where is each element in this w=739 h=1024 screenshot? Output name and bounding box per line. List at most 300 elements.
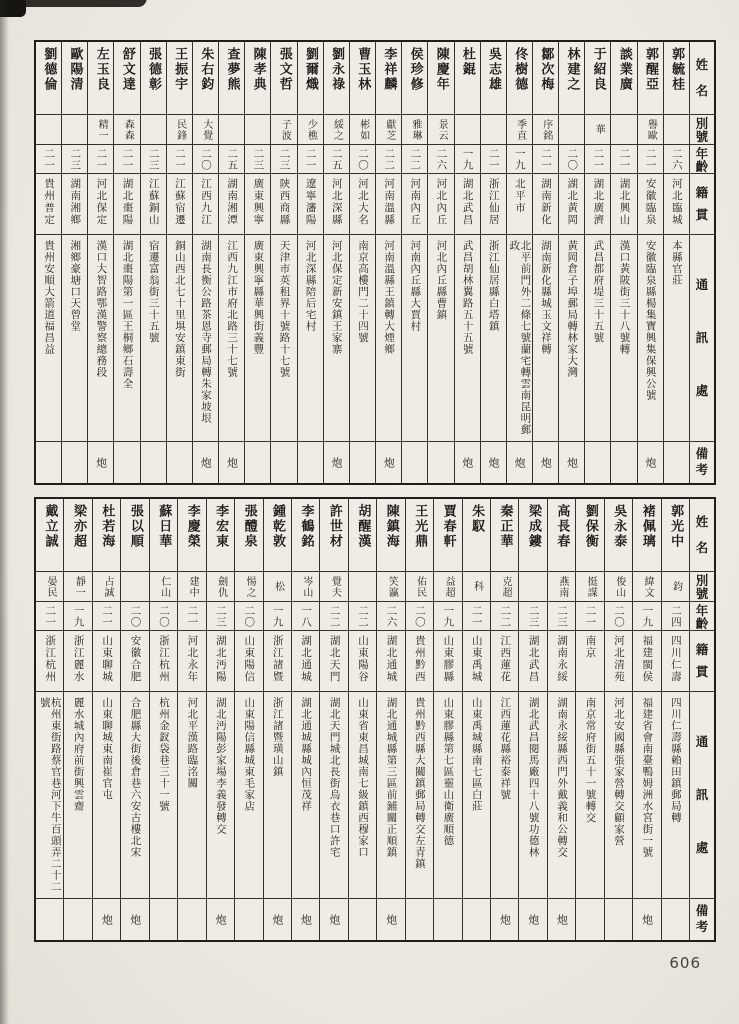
person-age: 二〇 xyxy=(356,147,369,171)
person-age: 二二 xyxy=(328,604,341,628)
person-name: 王振宇 xyxy=(172,47,188,92)
row-header-char: 名 xyxy=(695,539,709,555)
person-column xyxy=(323,42,349,483)
person-remark-cell xyxy=(481,441,506,483)
person-native-place: 南京 xyxy=(584,635,597,659)
person-name: 高長春 xyxy=(554,504,570,549)
person-style-name-cell xyxy=(114,114,139,144)
person-name: 郭醒亞 xyxy=(642,47,658,92)
person-address: 本縣官莊 xyxy=(670,240,683,286)
person-native-place: 湖北天門 xyxy=(328,635,341,683)
person-column xyxy=(140,42,166,483)
person-native-place: 四川仁壽 xyxy=(669,635,682,683)
person-age: 一九 xyxy=(513,147,526,171)
person-remark-cell xyxy=(207,898,234,940)
person-name-cell xyxy=(93,499,120,571)
person-native-place-cell xyxy=(576,630,603,691)
person-native-place: 湖北廣濟 xyxy=(592,178,605,226)
person-native-place-cell xyxy=(264,630,291,691)
person-address-cell xyxy=(548,691,575,898)
person-age-cell xyxy=(633,601,660,630)
person-age-cell xyxy=(36,144,61,173)
person-age: 二一 xyxy=(44,604,57,628)
person-age-cell xyxy=(150,601,177,630)
person-native-place-cell xyxy=(434,630,461,691)
person-remark-cell xyxy=(576,898,603,940)
person-address: 湖北沔陽彭家場李義發轉交 xyxy=(214,697,227,835)
person-address-cell xyxy=(64,691,91,898)
person-style-name: 大覺 xyxy=(200,118,212,141)
person-address: 漢口大智路鄂漢警察總務段 xyxy=(95,240,108,378)
person-age: 二六 xyxy=(670,147,683,171)
person-address-cell xyxy=(320,691,347,898)
person-age-cell xyxy=(576,601,603,630)
person-address: 湖北棗陽第一區王桐鄉石壽全 xyxy=(121,240,134,390)
person-name-cell xyxy=(324,42,349,114)
person-column xyxy=(234,499,262,940)
person-age-cell xyxy=(298,144,323,173)
person-native-place: 河北大名 xyxy=(356,178,369,226)
person-address: 宿遷富翁街三十五號 xyxy=(147,240,160,344)
person-address: 杭州東街路蔡官巷河下牛百頭弄二十二號 xyxy=(38,697,62,893)
person-address-cell xyxy=(463,691,490,898)
person-name-cell xyxy=(434,499,461,571)
person-address: 江西蓮花縣裕泰祥號 xyxy=(499,697,512,801)
person-address-cell xyxy=(219,234,244,441)
person-column xyxy=(506,42,532,483)
person-remark-cell xyxy=(320,898,347,940)
person-name-cell xyxy=(292,499,319,571)
person-age: 一九 xyxy=(72,604,85,628)
person-age: 二〇 xyxy=(566,147,579,171)
person-address: 貴州黔西縣大關鎮郵局轉交左青鎮 xyxy=(413,697,426,870)
person-native-place: 湖北通城 xyxy=(385,635,398,683)
person-age-cell xyxy=(507,144,532,173)
person-style-name-cell xyxy=(141,114,166,144)
person-native-place: 湖北通城 xyxy=(300,635,313,683)
person-address: 黃岡倉子埠郵局轉林家大灣 xyxy=(566,240,579,378)
person-name-cell xyxy=(245,42,270,114)
person-native-place-cell xyxy=(463,630,490,691)
person-style-name: 挺謀 xyxy=(585,575,597,598)
person-remark-cell xyxy=(350,441,375,483)
person-address-cell xyxy=(324,234,349,441)
person-column xyxy=(375,42,401,483)
person-address: 麗水城內府前街興雲齋 xyxy=(72,697,85,812)
person-age: 二一 xyxy=(592,147,605,171)
person-age-cell xyxy=(664,144,689,173)
person-name-cell xyxy=(376,42,401,114)
person-column xyxy=(270,42,296,483)
person-native-place: 湖北沔陽 xyxy=(214,635,227,683)
person-age: 二〇 xyxy=(612,604,625,628)
person-address-cell xyxy=(36,234,61,441)
person-column xyxy=(92,499,120,940)
person-native-place-cell xyxy=(611,173,636,234)
person-native-place: 安徽合肥 xyxy=(129,635,142,683)
person-remark-cell xyxy=(36,898,63,940)
person-style-name: 雅琳 xyxy=(410,118,422,141)
person-style-name-cell xyxy=(576,571,603,601)
row-header-char: 別 xyxy=(695,116,709,131)
person-remark-cell xyxy=(88,441,113,483)
person-native-place: 湖北興山 xyxy=(618,178,631,226)
person-style-name-cell xyxy=(428,114,453,144)
person-native-place: 浙江諸暨 xyxy=(271,635,284,683)
person-remark-cell xyxy=(548,898,575,940)
person-style-name-cell xyxy=(611,114,636,144)
person-remark: 炮 xyxy=(640,914,654,925)
person-style-name: 民鋒 xyxy=(174,118,186,141)
person-address: 南京常府街五十一號轉交 xyxy=(584,697,597,824)
person-address: 合肥縣大街後倉巷六安古樓北宋 xyxy=(129,697,142,858)
person-style-name-cell xyxy=(93,571,120,601)
person-native-place: 河北內丘 xyxy=(435,178,448,226)
person-age-cell xyxy=(141,144,166,173)
person-name: 吳志雄 xyxy=(486,47,502,92)
person-column xyxy=(192,42,218,483)
person-address-cell xyxy=(207,691,234,898)
person-native-place-cell xyxy=(324,173,349,234)
person-style-name-cell xyxy=(193,114,218,144)
person-native-place: 河北清苑 xyxy=(612,635,625,683)
person-column xyxy=(177,499,205,940)
person-style-name: 惕之 xyxy=(244,575,256,598)
person-remark: 炮 xyxy=(94,457,108,468)
person-address-cell xyxy=(93,691,120,898)
person-address: 福建省會南臺鴨姆洲水宮街一號 xyxy=(641,697,654,858)
person-column xyxy=(291,499,319,940)
person-remark: 炮 xyxy=(643,457,657,468)
row-header-hao xyxy=(690,571,714,601)
person-native-place: 安徽臨泉 xyxy=(644,178,657,226)
person-remark-cell xyxy=(292,898,319,940)
person-name: 郭光中 xyxy=(668,504,684,549)
person-age-cell xyxy=(519,601,546,630)
person-name-cell xyxy=(207,499,234,571)
person-address: 廣東興寧縣華興街義豐 xyxy=(252,240,265,355)
person-column xyxy=(166,42,192,483)
person-remark: 炮 xyxy=(270,914,284,925)
person-address-cell xyxy=(576,691,603,898)
person-style-name-cell xyxy=(548,571,575,601)
person-column xyxy=(218,42,244,483)
person-address: 山東聊城東南崔官屯 xyxy=(101,697,114,801)
person-native-place: 河南內丘 xyxy=(409,178,422,226)
person-age: 一九 xyxy=(442,604,455,628)
row-header-char: 考 xyxy=(695,462,709,478)
person-style-name: 少樵 xyxy=(305,118,317,141)
person-style-name: 笑瀛 xyxy=(386,575,398,598)
person-address: 山東省東昌城南七級鎮西穆家口 xyxy=(357,697,370,858)
person-age: 二二 xyxy=(499,604,512,628)
person-native-place-cell xyxy=(664,173,689,234)
person-native-place: 江蘇銅山 xyxy=(147,178,160,226)
person-native-place: 江西蓮花 xyxy=(499,635,512,683)
person-native-place: 湖南永綏 xyxy=(556,635,569,683)
person-age: 二〇 xyxy=(243,604,256,628)
person-name: 陳孝典 xyxy=(250,47,266,92)
person-remark-cell xyxy=(93,898,120,940)
person-column xyxy=(206,499,234,940)
person-column xyxy=(113,42,139,483)
person-style-name: 獻芝 xyxy=(383,118,395,141)
person-column xyxy=(518,499,546,940)
person-remark-cell xyxy=(141,441,166,483)
person-column xyxy=(348,499,376,940)
person-style-name-cell xyxy=(150,571,177,601)
person-age: 二二 xyxy=(357,604,370,628)
person-native-place-cell xyxy=(114,173,139,234)
person-remark-cell xyxy=(633,898,660,940)
person-style-name-cell xyxy=(377,571,404,601)
person-address-cell xyxy=(406,691,433,898)
person-native-place-cell xyxy=(350,173,375,234)
person-native-place-cell xyxy=(559,173,584,234)
person-name: 許世材 xyxy=(326,504,342,549)
person-remark-cell xyxy=(377,898,404,940)
scan-smudge-top-left xyxy=(23,0,146,7)
person-style-name-cell xyxy=(88,114,113,144)
person-style-name: 森森 xyxy=(122,118,134,141)
person-name: 查夢熊 xyxy=(224,47,240,92)
person-native-place-cell xyxy=(207,630,234,691)
person-address: 湖南長衡公路茶恩寺郵局轉朱家坡垠 xyxy=(200,240,213,424)
person-address-cell xyxy=(298,234,323,441)
person-native-place: 河北永年 xyxy=(186,635,199,683)
person-address-cell xyxy=(559,234,584,441)
person-address: 江西九江市府北路三十七號 xyxy=(226,240,239,378)
person-style-name-cell xyxy=(167,114,192,144)
person-age-cell xyxy=(428,144,453,173)
person-column xyxy=(405,499,433,940)
person-name-cell xyxy=(377,499,404,571)
person-native-place-cell xyxy=(533,173,558,234)
person-address-cell xyxy=(611,234,636,441)
person-name-cell xyxy=(585,42,610,114)
row-header-char: 處 xyxy=(695,839,709,855)
person-name: 鍾乾敦 xyxy=(270,504,286,549)
person-column xyxy=(120,499,148,940)
person-address: 北平前門外二條七號蘭宅轉雲南昆明郵政 xyxy=(508,240,532,436)
person-remark-cell xyxy=(114,441,139,483)
person-name-cell xyxy=(64,499,91,571)
person-style-name-cell xyxy=(491,571,518,601)
person-style-name-cell xyxy=(62,114,87,144)
person-style-name-cell xyxy=(559,114,584,144)
person-age-cell xyxy=(376,144,401,173)
person-remark: 炮 xyxy=(526,914,540,925)
person-age: 二三 xyxy=(252,147,265,171)
person-column xyxy=(661,499,689,940)
row-header-native xyxy=(690,630,714,691)
person-name: 劉爾熾 xyxy=(302,47,318,92)
person-remark-cell xyxy=(349,898,376,940)
person-native-place: 湖南新化 xyxy=(540,178,553,226)
row-header-char: 名 xyxy=(695,82,709,98)
person-name: 于紹良 xyxy=(590,47,606,92)
person-native-place-cell xyxy=(507,173,532,234)
person-remark: 炮 xyxy=(199,457,213,468)
person-native-place-cell xyxy=(235,630,262,691)
person-name: 秦正華 xyxy=(497,504,513,549)
person-address-cell xyxy=(350,234,375,441)
person-name-cell xyxy=(88,42,113,114)
person-name: 劉保衡 xyxy=(582,504,598,549)
person-column xyxy=(349,42,375,483)
person-age: 二一 xyxy=(173,147,186,171)
person-name-cell xyxy=(633,499,660,571)
person-name: 陳鎮海 xyxy=(383,504,399,549)
person-native-place: 河北保定 xyxy=(95,178,108,226)
person-name: 張德彰 xyxy=(146,47,162,92)
person-address: 銅山西北七十里埧安鎮東街 xyxy=(173,240,186,378)
person-column xyxy=(244,42,270,483)
person-name: 談業廣 xyxy=(616,47,632,92)
person-column xyxy=(319,499,347,940)
person-name: 梁亦超 xyxy=(70,504,86,549)
person-name-cell xyxy=(519,499,546,571)
person-address: 河北深縣陪后宅村 xyxy=(304,240,317,332)
person-style-name-cell xyxy=(406,571,433,601)
person-remark-cell xyxy=(664,441,689,483)
person-column xyxy=(547,499,575,940)
person-address-cell xyxy=(402,234,427,441)
person-native-place: 遼寧瀋陽 xyxy=(304,178,317,226)
person-native-place: 江蘇宿遷 xyxy=(173,178,186,226)
person-style-name: 季直 xyxy=(514,118,526,141)
person-address-cell xyxy=(491,691,518,898)
page-number: 606 xyxy=(669,954,701,972)
person-address-cell xyxy=(519,691,546,898)
row-header-char: 貫 xyxy=(695,206,709,222)
person-address-cell xyxy=(585,234,610,441)
person-name-cell xyxy=(491,499,518,571)
person-remark-cell xyxy=(376,441,401,483)
row-header-addr xyxy=(690,234,714,441)
person-style-name: 仁山 xyxy=(158,575,170,598)
row-header-char: 年 xyxy=(695,603,709,618)
person-remark: 炮 xyxy=(539,457,553,468)
person-remark: 炮 xyxy=(513,457,527,468)
person-style-name: 景云 xyxy=(436,118,448,141)
person-name-cell xyxy=(428,42,453,114)
person-native-place-cell xyxy=(548,630,575,691)
person-remark-cell xyxy=(638,441,663,483)
person-style-name-cell xyxy=(36,114,61,144)
person-age: 二〇 xyxy=(129,604,142,628)
person-column xyxy=(87,42,113,483)
person-native-place-cell xyxy=(481,173,506,234)
person-address-cell xyxy=(150,691,177,898)
person-native-place: 湖北黃岡 xyxy=(566,178,579,226)
person-age-cell xyxy=(324,144,349,173)
person-style-name-cell xyxy=(376,114,401,144)
person-style-name: 鈞 xyxy=(670,581,682,592)
row-header-char: 備 xyxy=(695,446,709,462)
person-name-cell xyxy=(178,499,205,571)
row-header-name xyxy=(690,42,714,114)
person-address-cell xyxy=(292,691,319,898)
person-style-name: 精一 xyxy=(96,118,108,141)
person-native-place: 貴州普定 xyxy=(43,178,56,226)
person-name-cell xyxy=(664,42,689,114)
person-name: 左玉良 xyxy=(93,47,109,92)
person-age-cell xyxy=(533,144,558,173)
person-address-cell xyxy=(434,691,461,898)
row-header-char: 訊 xyxy=(695,786,709,802)
person-age: 二一 xyxy=(95,147,108,171)
person-address-cell xyxy=(481,234,506,441)
person-remark-cell xyxy=(585,441,610,483)
person-name-cell xyxy=(638,42,663,114)
person-remark-cell xyxy=(298,441,323,483)
person-style-name-cell xyxy=(36,571,63,601)
row-header-age xyxy=(690,601,714,630)
person-age-cell xyxy=(219,144,244,173)
person-remark-cell xyxy=(150,898,177,940)
person-style-name: 子波 xyxy=(279,118,291,141)
person-column xyxy=(637,42,663,483)
person-name: 陳慶年 xyxy=(433,47,449,92)
person-style-name: 綏之 xyxy=(331,118,343,141)
person-column xyxy=(584,42,610,483)
person-style-name-cell xyxy=(519,571,546,601)
person-remark-cell xyxy=(434,898,461,940)
person-remark-cell xyxy=(219,441,244,483)
person-native-place-cell xyxy=(298,173,323,234)
person-native-place-cell xyxy=(167,173,192,234)
person-age: 二一 xyxy=(304,147,317,171)
person-address-cell xyxy=(88,234,113,441)
person-native-place-cell xyxy=(178,630,205,691)
person-age: 一九 xyxy=(271,604,284,628)
person-remark-cell xyxy=(64,898,91,940)
person-age-cell xyxy=(88,144,113,173)
person-native-place-cell xyxy=(121,630,148,691)
person-name-cell xyxy=(219,42,244,114)
row-header-char: 齡 xyxy=(695,615,709,630)
person-age-cell xyxy=(491,601,518,630)
person-age: 二一 xyxy=(618,147,631,171)
person-age: 二一 xyxy=(487,147,500,171)
person-age-cell xyxy=(559,144,584,173)
row-header-age xyxy=(690,144,714,173)
person-name-cell xyxy=(167,42,192,114)
person-address: 河南內丘縣大賈村 xyxy=(409,240,422,332)
person-age: 二三 xyxy=(278,147,291,171)
person-age: 二三 xyxy=(556,604,569,628)
person-age: 二〇 xyxy=(157,604,170,628)
person-name: 梁成鏤 xyxy=(525,504,541,549)
scan-edge-shadow xyxy=(0,0,9,1024)
person-age: 二〇 xyxy=(413,604,426,628)
person-column xyxy=(490,499,518,940)
person-style-name-cell xyxy=(585,114,610,144)
person-native-place-cell xyxy=(428,173,453,234)
person-column xyxy=(427,42,453,483)
person-native-place: 河北臨城 xyxy=(670,178,683,226)
person-address: 山東膠縣第七區靈山衛廣順德 xyxy=(442,697,455,847)
person-column xyxy=(36,42,61,483)
person-name-cell xyxy=(559,42,584,114)
person-name-cell xyxy=(114,42,139,114)
person-native-place-cell xyxy=(519,630,546,691)
person-name-cell xyxy=(350,42,375,114)
person-name-cell xyxy=(507,42,532,114)
row-header-name xyxy=(690,499,714,571)
person-address-cell xyxy=(245,234,270,441)
